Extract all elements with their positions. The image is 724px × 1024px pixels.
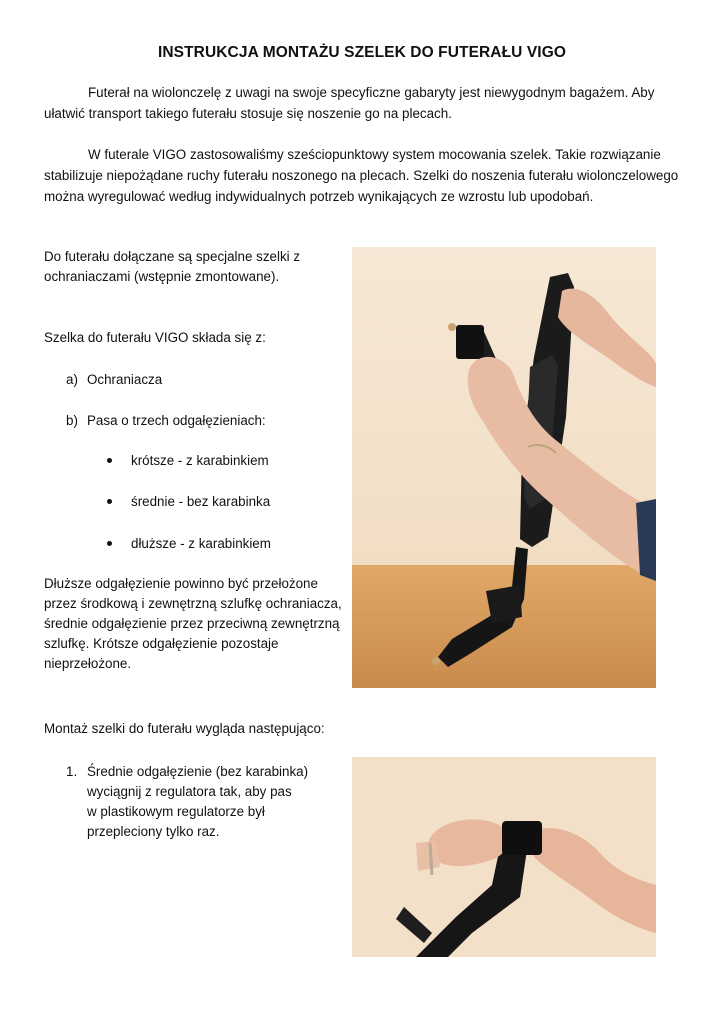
- step-1-marker: 1.: [66, 764, 78, 779]
- intro-p1-line1: Futerał na wiolonczelę z uwagi na swoje specyficzne gabaryty jest niewygodnym bagażem. Aby: [88, 85, 655, 100]
- attached-line1: Do futerału dołączane są specjalne szelki z: [44, 249, 301, 264]
- carabiner-top: [448, 323, 456, 331]
- intro-p2-line3: można wyregulować według indywidualnych potrzeb wynikających ze wzrostu lub upodobań.: [44, 189, 594, 204]
- mounting-intro: Montaż szelki do futerału wygląda następująco:: [44, 721, 325, 736]
- list-item-b-marker: b): [66, 413, 78, 428]
- step-1-line3: w plastikowym regulatorze był: [87, 804, 265, 819]
- intro-p2-line2: stabilizuje niepożądane ruchy futerału noszonego na plecach. Szelki do noszenia futerału wiolonczelowego: [44, 168, 679, 183]
- step-1-line1: Średnie odgałęzienie (bez karabinka): [87, 764, 309, 779]
- threading-line3: średnie odgałęzienie przez przeciwną zewnętrzną: [44, 616, 340, 631]
- step-1-line4: przepleciony tylko raz.: [87, 824, 220, 839]
- threading-line1: Dłuższe odgałęzienie powinno być przełożone: [44, 576, 318, 591]
- bullet-item-longer: dłuższe - z karabinkiem: [131, 536, 271, 551]
- bullet-item-shorter: krótsze - z karabinkiem: [131, 453, 269, 468]
- intro-paragraph-1: [44, 82, 684, 124]
- bullet-dot: [107, 541, 112, 546]
- step-1-text: [87, 762, 308, 842]
- intro-paragraph-2: [44, 144, 684, 207]
- list-item-b: Pasa o trzech odgałęzieniach:: [87, 413, 266, 428]
- plastic-buckle: [456, 325, 484, 359]
- plastic-regulator: [502, 821, 542, 855]
- bullet-item-medium: średnie - bez karabinka: [131, 494, 271, 509]
- left-wrist: [416, 841, 440, 871]
- attached-line2: ochraniaczami (wstępnie zmontowane).: [44, 269, 280, 284]
- bullet-dot: [107, 458, 112, 463]
- consists-intro: Szelka do futerału VIGO składa się z:: [44, 330, 266, 345]
- intro-p1-line2: ułatwić transport takiego futerału stosuje się noszenie go na plecach.: [44, 106, 452, 121]
- strap-photo: [352, 247, 656, 688]
- threading-line2: przez środkową i zewnętrzną szlufkę ochraniacza,: [44, 596, 342, 611]
- attached-paragraph: [44, 247, 300, 287]
- threading-paragraph: [44, 574, 342, 674]
- threading-line5: nieprzełożone.: [44, 656, 132, 671]
- document-title: INSTRUKCJA MONTAŻU SZELEK DO FUTERAŁU VIGO: [157, 44, 567, 61]
- intro-p2-line1: W futerale VIGO zastosowaliśmy sześciopunktowy system mocowania szelek. Takie rozwiązanie: [88, 147, 661, 162]
- bracelet: [430, 843, 432, 875]
- list-item-a-marker: a): [66, 372, 78, 387]
- list-item-a: Ochraniacza: [87, 372, 163, 387]
- step-1-line2: wyciągnij z regulatora tak, aby pas: [87, 784, 292, 799]
- threading-line4: szlufkę. Krótsze odgałęzienie pozostaje: [44, 636, 279, 651]
- carabiner-bottom: [432, 657, 440, 665]
- bullet-dot: [107, 499, 112, 504]
- regulator-photo: [352, 757, 656, 957]
- strap-tip: [486, 585, 522, 623]
